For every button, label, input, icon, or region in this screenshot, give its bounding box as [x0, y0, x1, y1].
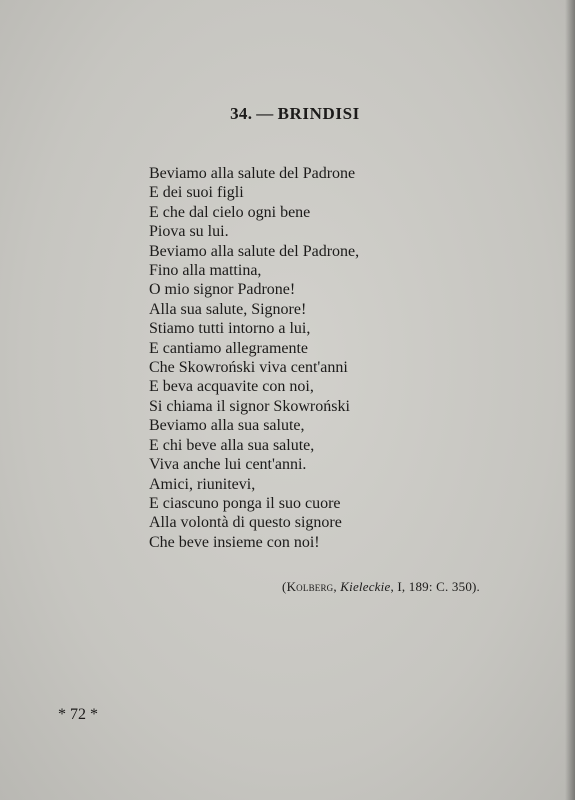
poem-line: Beviamo alla salute del Padrone,	[149, 242, 360, 260]
poem-body	[149, 164, 359, 552]
poem-line: E chi beve alla sua salute,	[149, 436, 315, 454]
citation-author: Kolberg	[286, 579, 334, 594]
poem-title: BRINDISI	[277, 104, 360, 123]
poem-line: E che dal cielo ogni bene	[149, 203, 311, 221]
poem-line: Piova su lui.	[149, 223, 229, 241]
page-number: * 72 *	[58, 706, 98, 723]
poem-line: Si chiama il signor Skowroński	[149, 397, 350, 415]
poem-line: Stiamo tutti intorno a lui,	[149, 320, 311, 338]
poem-line: E beva acquavite con noi,	[149, 378, 314, 396]
poem-line: Beviamo alla salute del Padrone	[149, 165, 356, 182]
poem-line: Alla sua salute, Signore!	[149, 300, 307, 318]
poem-heading	[0, 104, 575, 124]
source-citation	[282, 579, 480, 595]
heading-dash: —	[256, 104, 274, 123]
poem-line: Che beve insieme con noi!	[149, 533, 320, 551]
poem-line: E dei suoi figli	[149, 184, 244, 202]
poem-line: Alla volontà di questo signore	[149, 514, 342, 532]
citation-work: Kieleckie	[340, 579, 391, 594]
citation-reference: , I, 189: C. 350).	[390, 579, 480, 594]
citation-sep: ,	[333, 579, 341, 594]
poem-number: 34.	[230, 104, 253, 123]
poem-line: Fino alla mattina,	[149, 262, 262, 280]
poem-line: E cantiamo allegramente	[149, 339, 309, 357]
poem-line: Che Skowroński viva cent'anni	[149, 359, 348, 377]
poem-line: O mio signor Padrone!	[149, 281, 296, 299]
poem-line: E ciascuno ponga il suo cuore	[149, 494, 341, 512]
poem-line: Viva anche lui cent'anni.	[149, 456, 307, 474]
citation-open: (	[282, 579, 287, 594]
poem-line: Amici, riunitevi,	[149, 475, 256, 493]
poem-line: Beviamo alla sua salute,	[149, 417, 305, 435]
